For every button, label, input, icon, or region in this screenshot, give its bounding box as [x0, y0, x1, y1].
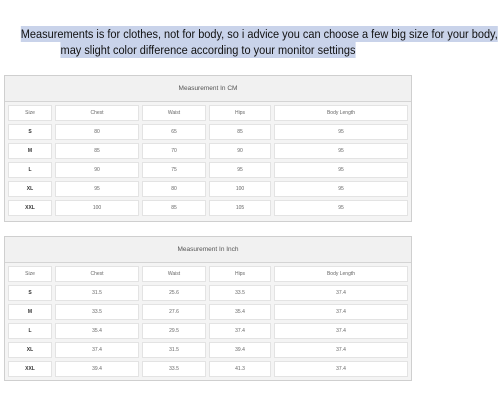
- size-cell: XL: [8, 342, 52, 358]
- chest-cell: 33.5: [55, 304, 139, 320]
- size-cell: XXL: [8, 200, 52, 216]
- table-row: [8, 181, 408, 197]
- body-length-cell: 95: [274, 143, 408, 159]
- notice-line-1-text: Measurements is for clothes, not for body, so i advice you can choose a few big size for your body,: [20, 27, 498, 41]
- table-row: [8, 200, 408, 216]
- notice-line-1: [20, 26, 498, 42]
- column-header-size: Size: [8, 105, 52, 121]
- table-row: [8, 285, 408, 301]
- waist-cell: 27.6: [142, 304, 206, 320]
- chest-cell: 85: [55, 143, 139, 159]
- notice-line-2-text: may slight color difference according to your monitor settings: [60, 43, 356, 57]
- hips-cell: 85: [209, 124, 271, 140]
- hips-cell: 35.4: [209, 304, 271, 320]
- waist-cell: 65: [142, 124, 206, 140]
- column-header-waist: Waist: [142, 105, 206, 121]
- cm-table-title: Measurement In CM: [5, 76, 411, 102]
- hips-cell: 33.5: [209, 285, 271, 301]
- table-row: [8, 162, 408, 178]
- size-cell: S: [8, 285, 52, 301]
- body-length-cell: 37.4: [274, 361, 408, 377]
- waist-cell: 70: [142, 143, 206, 159]
- body-length-cell: 95: [274, 181, 408, 197]
- hips-cell: 95: [209, 162, 271, 178]
- column-header-body-length: Body Length: [274, 105, 408, 121]
- inch-table-title: Measurement In Inch: [5, 237, 411, 263]
- chest-cell: 31.5: [55, 285, 139, 301]
- table-row: [8, 143, 408, 159]
- chest-cell: 80: [55, 124, 139, 140]
- chest-cell: 39.4: [55, 361, 139, 377]
- column-header-hips: Hips: [209, 105, 271, 121]
- inch-measurement-table: [4, 236, 412, 381]
- column-header-size: Size: [8, 266, 52, 282]
- waist-cell: 85: [142, 200, 206, 216]
- size-cell: L: [8, 323, 52, 339]
- body-length-cell: 37.4: [274, 285, 408, 301]
- table-row: [8, 342, 408, 358]
- cm-measurement-table: [4, 75, 412, 222]
- inch-size-grid: [5, 263, 411, 380]
- waist-cell: 25.6: [142, 285, 206, 301]
- body-length-cell: 37.4: [274, 323, 408, 339]
- chest-cell: 95: [55, 181, 139, 197]
- column-header-waist: Waist: [142, 266, 206, 282]
- chest-cell: 90: [55, 162, 139, 178]
- body-length-cell: 95: [274, 162, 408, 178]
- waist-cell: 33.5: [142, 361, 206, 377]
- hips-cell: 105: [209, 200, 271, 216]
- body-length-cell: 95: [274, 200, 408, 216]
- hips-cell: 39.4: [209, 342, 271, 358]
- body-length-cell: 95: [274, 124, 408, 140]
- table-row: [8, 124, 408, 140]
- hips-cell: 37.4: [209, 323, 271, 339]
- table-row: [8, 323, 408, 339]
- chest-cell: 100: [55, 200, 139, 216]
- notice-line-2: [21, 42, 395, 58]
- size-cell: XXL: [8, 361, 52, 377]
- body-length-cell: 37.4: [274, 304, 408, 320]
- waist-cell: 31.5: [142, 342, 206, 358]
- cm-size-grid: [5, 102, 411, 219]
- size-cell: XL: [8, 181, 52, 197]
- cm-header-row: [8, 105, 408, 121]
- size-cell: L: [8, 162, 52, 178]
- size-cell: M: [8, 304, 52, 320]
- chest-cell: 37.4: [55, 342, 139, 358]
- column-header-chest: Chest: [55, 105, 139, 121]
- waist-cell: 75: [142, 162, 206, 178]
- column-header-hips: Hips: [209, 266, 271, 282]
- table-row: [8, 361, 408, 377]
- body-length-cell: 37.4: [274, 342, 408, 358]
- inch-header-row: [8, 266, 408, 282]
- waist-cell: 29.5: [142, 323, 206, 339]
- column-header-chest: Chest: [55, 266, 139, 282]
- hips-cell: 90: [209, 143, 271, 159]
- chest-cell: 35.4: [55, 323, 139, 339]
- size-cell: M: [8, 143, 52, 159]
- table-row: [8, 304, 408, 320]
- size-cell: S: [8, 124, 52, 140]
- waist-cell: 80: [142, 181, 206, 197]
- column-header-body-length: Body Length: [274, 266, 408, 282]
- measurement-notice: [20, 26, 498, 58]
- hips-cell: 41.3: [209, 361, 271, 377]
- hips-cell: 100: [209, 181, 271, 197]
